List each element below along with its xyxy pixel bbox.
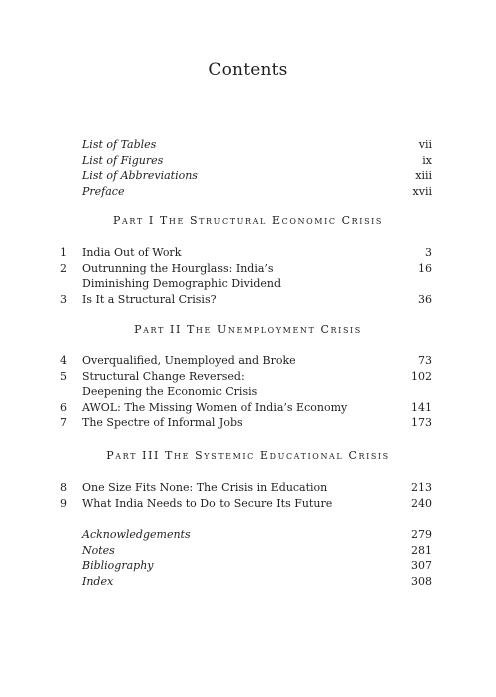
back-matter-label: Notes	[82, 543, 115, 557]
chapter-number: 4	[60, 354, 67, 367]
chapter-page: 213	[411, 481, 432, 494]
back-matter-label: Bibliography	[82, 559, 154, 572]
chapter-page: 3	[425, 246, 432, 259]
back-matter-item	[82, 543, 432, 559]
chapter-title: Is It a Structural Crisis?	[82, 292, 217, 306]
chapter-title: AWOL: The Missing Women of India’s Economy	[82, 400, 348, 414]
back-matter-item	[82, 527, 432, 543]
back-matter-page: 307	[411, 559, 432, 572]
front-matter-item	[82, 153, 432, 169]
chapter-entry	[60, 496, 432, 512]
chapter-title: Outrunning the Hourglass: India’s Diminishing Demographic Dividend	[82, 261, 282, 290]
front-matter-label: List of Figures	[82, 153, 164, 167]
chapter-page: 240	[411, 496, 432, 510]
front-matter-page: xiii	[415, 169, 432, 182]
front-matter-page: xvii	[412, 184, 432, 198]
chapter-entry	[60, 400, 432, 416]
chapter-page: 173	[411, 416, 432, 429]
chapter-title: Overqualified, Unemployed and Broke	[82, 354, 296, 367]
chapter-entry	[60, 415, 432, 431]
chapter-page: 73	[418, 354, 432, 367]
back-matter-item	[82, 574, 432, 590]
chapter-entry	[60, 261, 432, 292]
chapter-number: 1	[60, 246, 67, 259]
chapter-title: One Size Fits None: The Crisis in Education	[82, 481, 328, 494]
back-matter-page: 281	[411, 543, 432, 557]
chapter-entry	[60, 353, 432, 369]
part-heading: Part III The Systemic Educational Crisis	[106, 449, 390, 462]
chapter-entry	[60, 292, 432, 308]
chapter-title: What India Needs to Do to Secure Its Future	[82, 496, 333, 510]
chapter-number: 3	[60, 292, 67, 306]
chapter-entry	[60, 480, 432, 496]
front-matter-page: ix	[422, 153, 432, 167]
back-matter-page: 308	[411, 574, 432, 588]
part-heading: Part II The Unemployment Crisis	[134, 323, 362, 336]
back-matter-label: Acknowledgements	[82, 528, 191, 541]
chapter-number: 5	[60, 369, 67, 383]
chapter-title: Structural Change Reversed: Deepening the Economic Crisis	[82, 369, 258, 398]
back-matter-item	[82, 558, 432, 574]
back-matter-page: 279	[411, 528, 432, 541]
front-matter-label: Preface	[82, 184, 125, 198]
chapter-title: The Spectre of Informal Jobs	[82, 416, 243, 429]
back-matter-label: Index	[82, 574, 114, 588]
chapter-page: 102	[411, 369, 432, 383]
chapter-number: 2	[60, 261, 67, 275]
chapter-number: 7	[60, 416, 67, 429]
chapter-page: 36	[418, 292, 432, 306]
front-matter-item	[82, 184, 432, 200]
page-title: Contents	[208, 60, 288, 80]
chapter-title: India Out of Work	[82, 246, 182, 259]
front-matter-label: List of Abbreviations	[82, 169, 198, 182]
chapter-number: 9	[60, 496, 67, 510]
chapter-number: 8	[60, 481, 67, 494]
chapter-number: 6	[60, 400, 67, 414]
chapter-page: 16	[418, 261, 432, 275]
front-matter-item	[82, 137, 432, 153]
front-matter-page: vii	[418, 138, 432, 151]
chapter-entry	[60, 245, 432, 261]
chapter-page: 141	[411, 400, 432, 414]
part-heading: Part I The Structural Economic Crisis	[113, 214, 383, 227]
front-matter-label: List of Tables	[82, 138, 157, 151]
chapter-entry	[60, 369, 432, 400]
front-matter-item	[82, 168, 432, 184]
